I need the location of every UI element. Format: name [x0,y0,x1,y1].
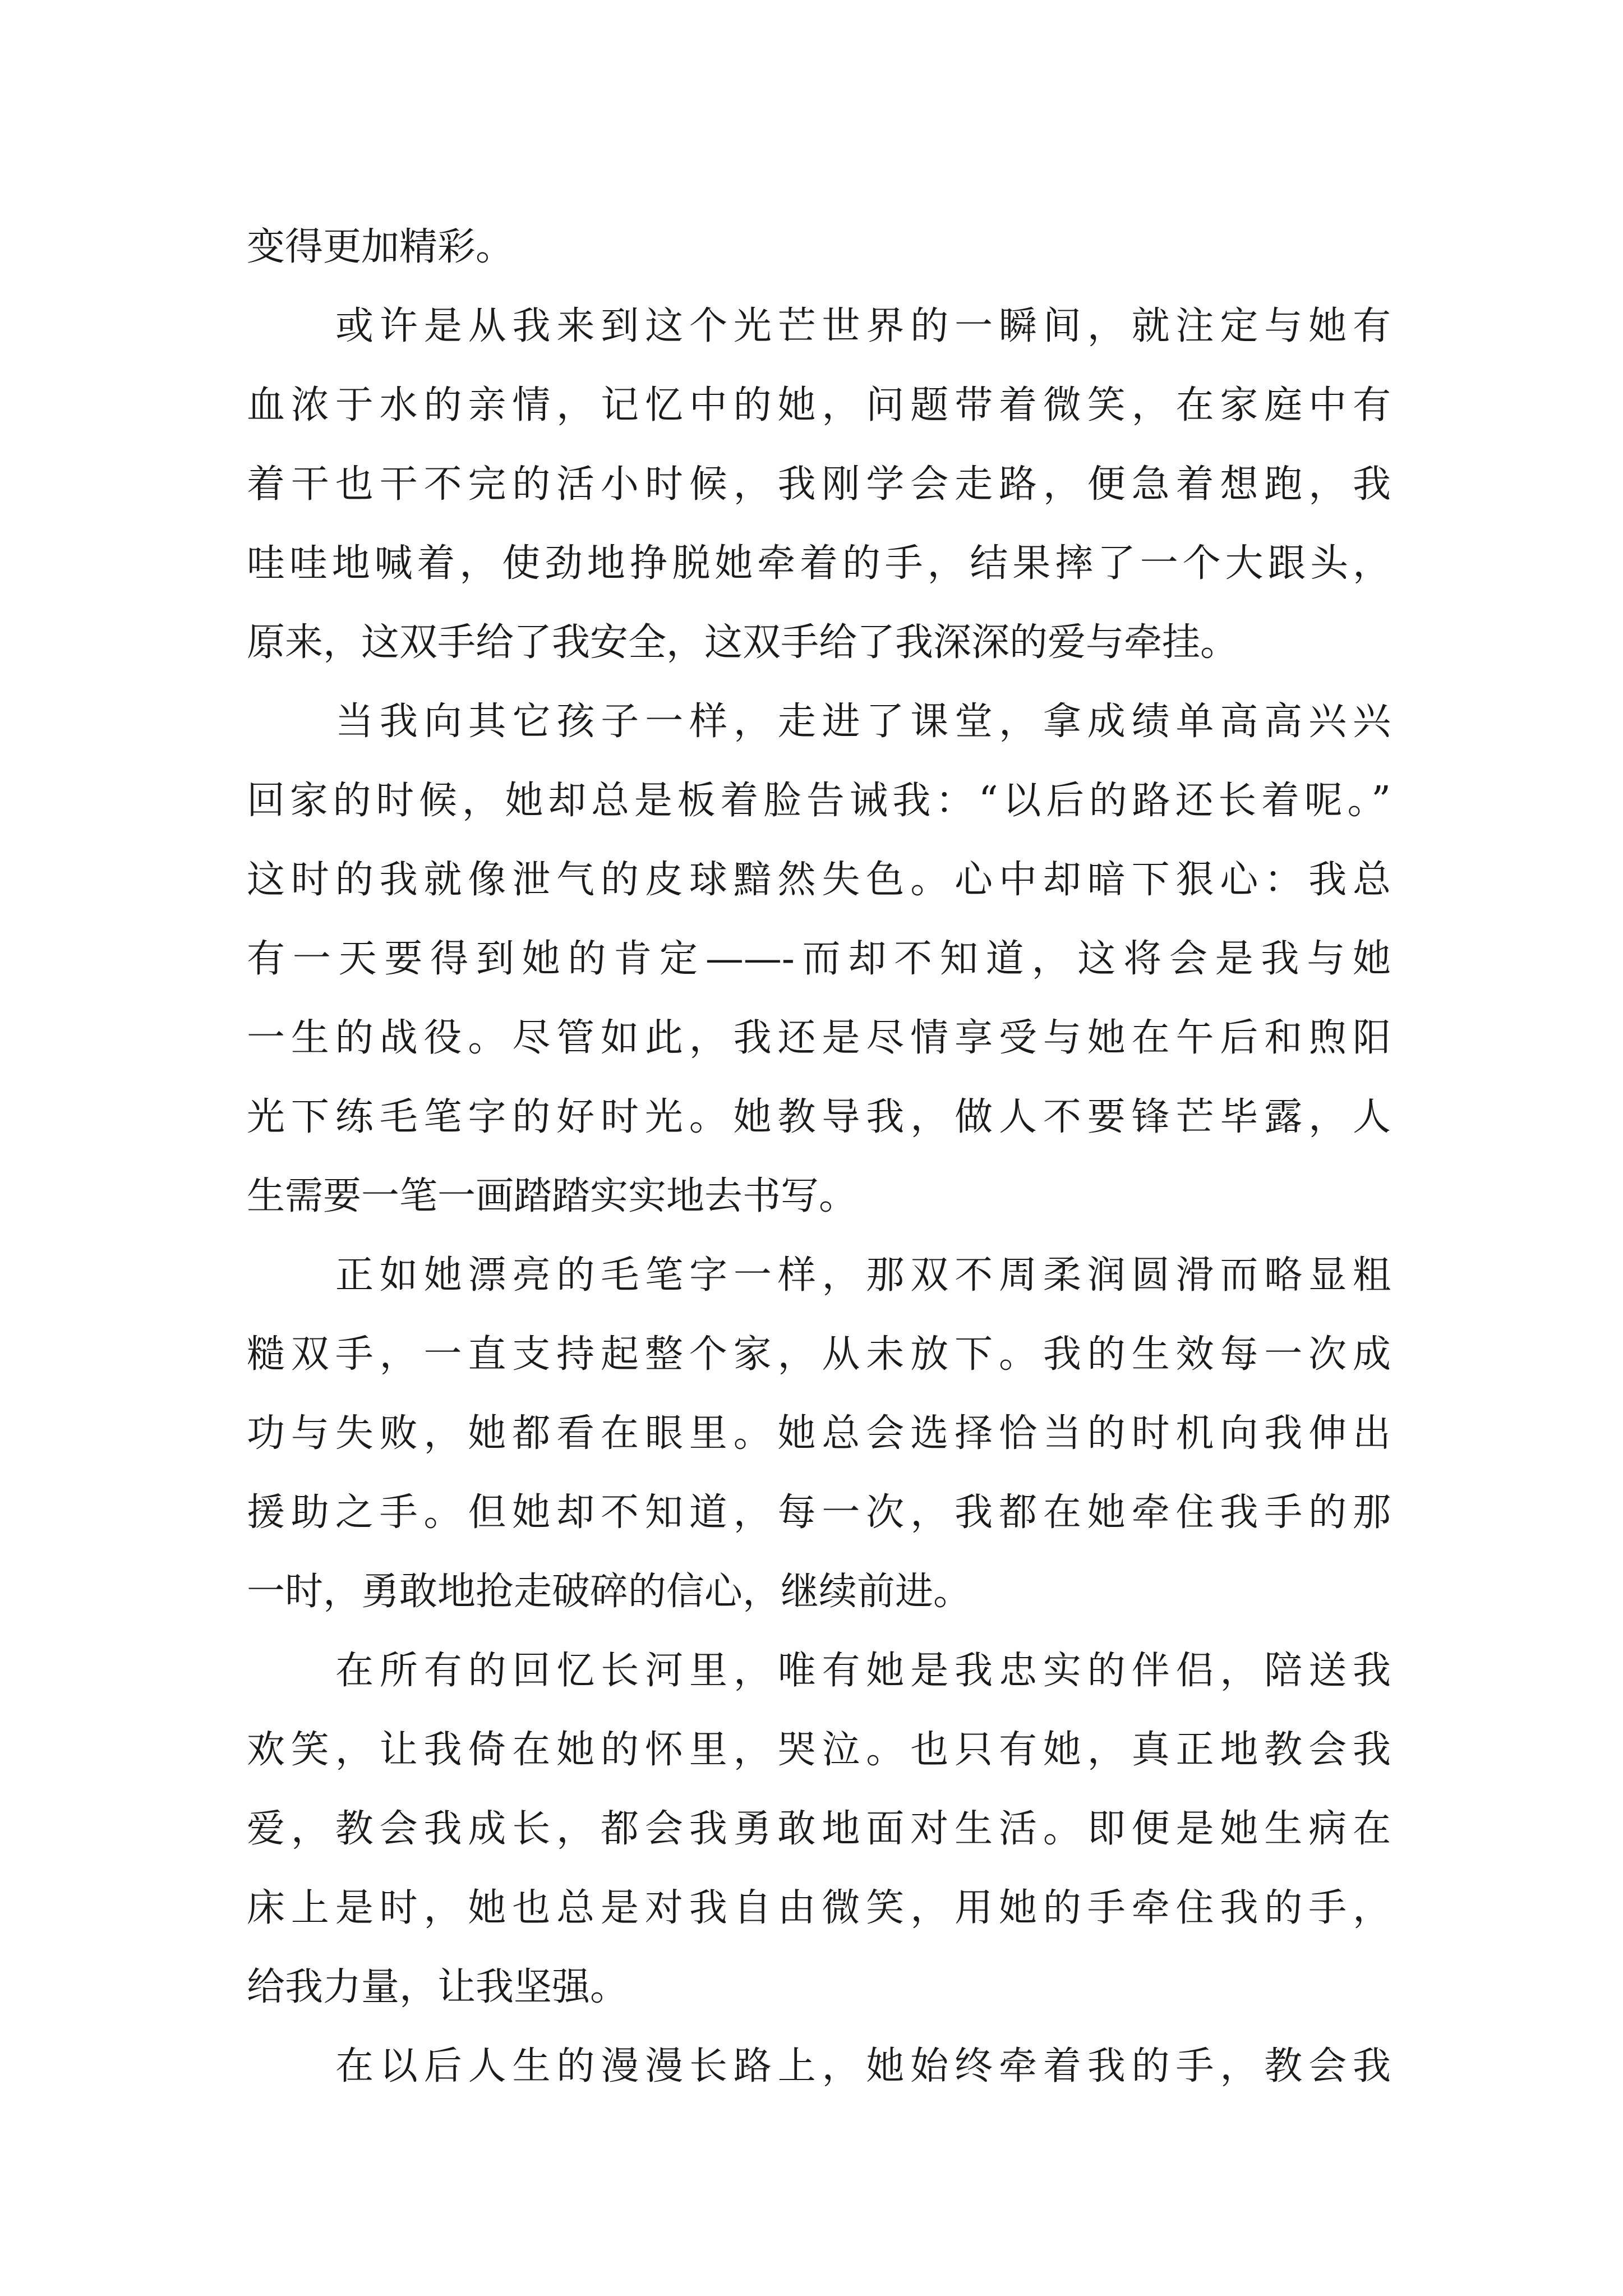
text-line: 生需要一笔一画踏踏实实地去书写。 [247,1174,857,1218]
document-body [247,208,1391,2106]
text-line: 援助之手。但她却不知道，每一次，我都在她牵住我手的那 [247,1490,1391,1535]
text-line: 一生的战役。尽管如此，我还是尽情享受与她在午后和煦阳 [247,1016,1391,1060]
text-line: 糙双手，一直支持起整个家，从未放下。我的生效每一次成 [247,1332,1391,1377]
paragraph-first-line: 在所有的回忆长河里，唯有她是我忠实的伴侣，陪送我 [335,1649,1391,1693]
text-line: 这时的我就像泄气的皮球黯然失色。心中却暗下狠心：我总 [247,858,1391,902]
text-line: 哇哇地喊着，使劲地挣脱她牵着的手，结果摔了一个大跟头， [247,541,1391,586]
text-line: 有一天要得到她的肯定——-而却不知道，这将会是我与她 [247,937,1391,981]
paragraph-first-line: 正如她漂亮的毛笔字一样，那双不周柔润圆滑而略显粗 [335,1253,1391,1297]
text-line: 原来，这双手给了我安全，这双手给了我深深的爱与牵挂。 [247,620,1239,665]
paragraph-first-line: 或许是从我来到这个光芒世界的一瞬间，就注定与她有 [335,304,1391,348]
text-line: 变得更加精彩。 [247,225,514,269]
text-line: 光下练毛笔字的好时光。她教导我，做人不要锋芒毕露，人 [247,1095,1391,1139]
text-line: 一时，勇敢地抢走破碎的信心，继续前进。 [247,1570,972,1614]
paragraph-first-line: 在以后人生的漫漫长路上，她始终牵着我的手，教会我 [335,2044,1391,2088]
text-line: 给我力量，让我坚强。 [247,1965,629,2009]
text-line: 功与失败，她都看在眼里。她总会选择恰当的时机向我伸出 [247,1411,1391,1456]
paragraph-first-line: 当我向其它孩子一样，走进了课堂，拿成绩单高高兴兴 [335,700,1391,744]
text-line: 着干也干不完的活小时候，我刚学会走路，便急着想跑，我 [247,462,1391,507]
text-line: 床上是时，她也总是对我自由微笑，用她的手牵住我的手， [247,1886,1391,1930]
text-line: 欢笑，让我倚在她的怀里，哭泣。也只有她，真正地教会我 [247,1728,1391,1772]
text-line: 血浓于水的亲情，记忆中的她，问题带着微笑，在家庭中有 [247,383,1391,427]
text-line: 爱，教会我成长，都会我勇敢地面对生活。即便是她生病在 [247,1807,1391,1851]
text-line: 回家的时候，她却总是板着脸告诫我：“以后的路还长着呢。” [247,779,1391,823]
